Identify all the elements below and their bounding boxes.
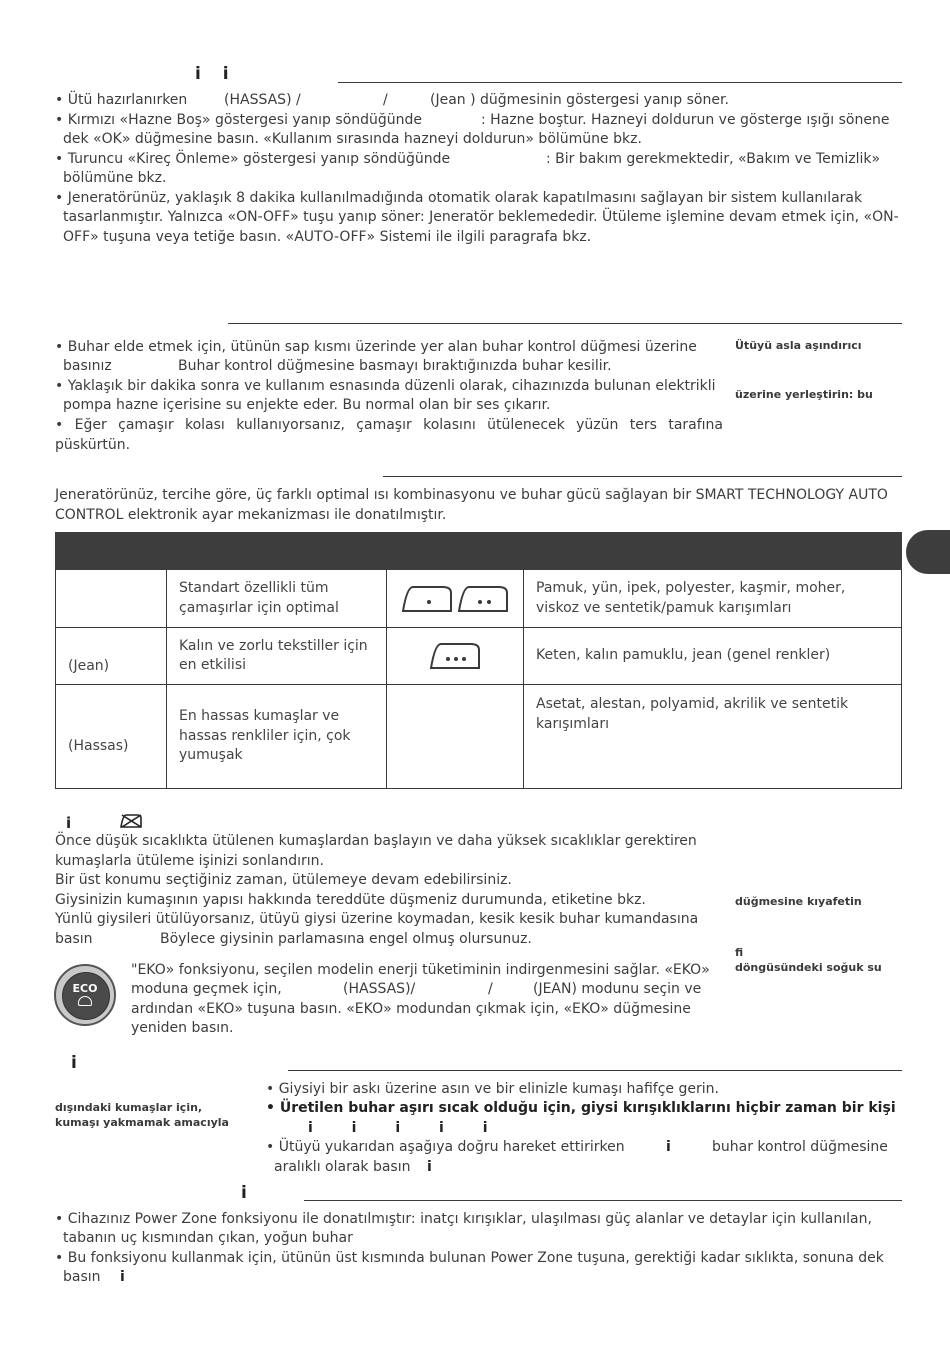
table-cell-desc: Kalın ve zorlu tekstiller için en etkilisi [167,628,387,685]
section4-side1: düğmesine kıyafetin [735,895,862,908]
section4-line3: Bir üst konumu seçtiğiniz zaman, ütülemeye devam edebilirsiniz. [55,872,512,888]
section2-line5: • Eğer çamaşır kolası kullanıyorsanız, çamaşır kolasını ütülenecek yüzün ters tarafına püskürtün. [55,417,723,453]
section6-rule [304,1200,902,1201]
table-row [56,628,902,685]
section1-bullet2: • Kırmızı «Hazne Boş» göstergesi yanıp söndüğünde : Hazne boştur. Hazneyi doldurun ve gösterge ışığı sönene [55,112,890,128]
section2-line2: basınız Buhar kontrol düğmesine basmayı bıraktığınızda buhar kesilir. [63,358,612,374]
section5-side1: dışındaki kumaşlar için, [55,1101,203,1114]
section5-line5: aralıklı olarak basın i [274,1159,432,1175]
section5-line3: i i i i i [308,1120,488,1136]
section1-bullet2-cont: dek «OK» düğmesine basın. «Kullanım sırasında hazneyi doldurun» bölümüne bkz. [63,131,642,147]
table-cell-mode [56,570,167,628]
section1-rule [338,82,902,83]
section1-heading: i i [195,64,237,84]
section6-line4: basın i [63,1269,125,1285]
table-cell-fabrics: Keten, kalın pamuklu, jean (genel renkler) [524,628,902,685]
section4-line5: Yünlü giysileri ütülüyorsanız, ütüyü giysi üzerine koymadan, kesik kesik buhar kumandasına [55,911,699,927]
table-row [56,685,902,789]
table-cell-icon [387,570,524,628]
section5-line1: • Giysiyi bir askı üzerine asın ve bir elinizle kumaşı hafifçe gerin. [266,1081,719,1097]
table-cell-icon [387,628,524,685]
section1-bullet3: • Turuncu «Kireç Önleme» göstergesi yanıp söndüğünde : Bir bakım gerekmektedir, «Bakım ve Temizlik» [55,151,881,167]
no-steam-icon [119,813,143,829]
table-cell-desc: Standart özellikli tüm çamaşırlar için optimal [167,570,387,628]
table-cell-mode: (Jean) [56,628,167,685]
section6-line3: • Bu fonksiyonu kullanmak için, ütünün üst kısmında bulunan Power Zone tuşuna, gerektiği kadar sıklıkta, sonuna dek [55,1250,884,1266]
section3-intro1: Jeneratörünüz, tercihe göre, üç farklı optimal ısı kombinasyonu ve buhar gücü sağlayan bir SMART TECHNOLOGY AUTO [55,487,888,503]
section1-bullet4-line2: tasarlanmıştır. Yalnızca «ON-OFF» tuşu yanıp söner: Jeneratör beklemededir. Ütüleme işlemine devam etmek için, «ON- [63,209,899,225]
section1-bullet3-cont: bölümüne bkz. [63,170,167,186]
section4-side2: ﬁ [735,946,744,959]
table-cell-fabrics: Pamuk, yün, ipek, polyester, kaşmir, moher, viskoz ve sentetik/pamuk karışımları [524,570,902,628]
iron-two-dots-icon [457,585,509,613]
section1-bullet4-line3: OFF» tuşuna veya tetiğe basın. «AUTO-OFF» Sistemi ile ilgili paragrafa bkz. [63,229,592,245]
section2-line3: • Yaklaşık bir dakika sonra ve kullanım esnasında düzenli olarak, cihazınızda bulunan elektrikli [55,378,716,394]
section4-line1: Önce düşük sıcaklıkta ütülenen kumaşlardan başlayın ve daha yüksek sıcaklıklar gerektiren [55,833,697,849]
section2-side2: üzerine yerleştirin: bu [735,388,873,401]
section5-heading: i [71,1053,77,1073]
section4-line4: Giysinizin kumaşının yapısı hakkında tereddüte düşmeniz durumunda, etiketine bkz. [55,892,646,908]
section6-heading: i [241,1183,247,1203]
table-row [56,570,902,628]
section4-line2: kumaşlarla ütüleme işinizi sonlandırın. [55,853,324,869]
table-header-cell [387,533,524,570]
table-cell-mode: (Hassas) [56,685,167,789]
table-cell-desc: En hassas kumaşlar ve hassas renkliler için, çok yumuşak [167,685,387,789]
page-tab-marker [906,530,950,574]
section3-rule [383,476,902,477]
section5-side2: kumaşı yakmamak amacıyla [55,1116,229,1129]
table-header-cell [167,533,387,570]
settings-table [55,532,902,789]
eco-line3: ardından «EKO» tuşuna basın. «EKO» modundan çıkmak için, «EKO» düğmesine [131,1001,691,1017]
section4-heading: i [66,814,72,832]
eco-icon-label: ECO [72,982,98,995]
section2-line1: • Buhar elde etmek için, ütünün sap kısmı üzerinde yer alan buhar kontrol düğmesi üzerine [55,339,697,355]
section6-line1: • Cihazınız Power Zone fonksiyonu ile donatılmıştır: inatçı kırışıklar, ulaşılması güç alanlar ve detaylar için kullanılan, [55,1211,872,1227]
eco-line4: yeniden basın. [131,1020,234,1036]
section5-line4: • Ütüyü yukarıdan aşağıya doğru hareket ettirirken i buhar kontrol düğmesine [266,1139,888,1155]
section3-intro2: CONTROL elektronik ayar mekanizması ile donatılmıştır. [55,507,447,523]
section5-line2: • Üretilen buhar aşırı sıcak olduğu için, giysi kırışıklıklarını hiçbir zaman bir kişi [266,1100,896,1116]
table-header-cell [524,533,902,570]
section4-line6: basın Böylece giysinin parlamasına engel olmuş olursunuz. [55,931,532,947]
section4-side3: döngüsündeki soğuk su [735,961,882,974]
table-cell-fabrics: Asetat, alestan, polyamid, akrilik ve sentetik karışımları [524,685,902,789]
iron-three-dots-icon [429,642,481,670]
section5-rule [288,1070,902,1071]
eco-icon [54,964,116,1026]
table-header-cell [56,533,167,570]
table-cell-icon [387,685,524,789]
eco-line1: "EKO» fonksiyonu, seçilen modelin enerji tüketiminin indirgenmesini sağlar. «EKO» [131,962,710,978]
eco-line2: moduna geçmek için, (HASSAS)/ / (JEAN) modunu seçin ve [131,981,702,997]
section2-line4: pompa hazne içerisine su enjekte eder. Bu normal olan bir ses çıkarır. [63,397,551,413]
section2-side1: Ütüyü asla aşındırıcı [735,339,862,352]
section1-bullet1: • Ütü hazırlanırken (HASSAS) / / (Jean ) düğmesinin göstergesi yanıp söner. [55,92,729,108]
table-header-row [56,533,902,570]
iron-one-dot-icon [401,585,453,613]
section1-bullet4-line1: • Jeneratörünüz, yaklaşık 8 dakika kullanılmadığında otomatik olarak kapatılmasını sağlayan bir sistem kullanılarak [55,190,863,206]
section6-line2: tabanın uç kısmından çıkan, yoğun buhar [63,1230,353,1246]
section2-rule [228,323,902,324]
